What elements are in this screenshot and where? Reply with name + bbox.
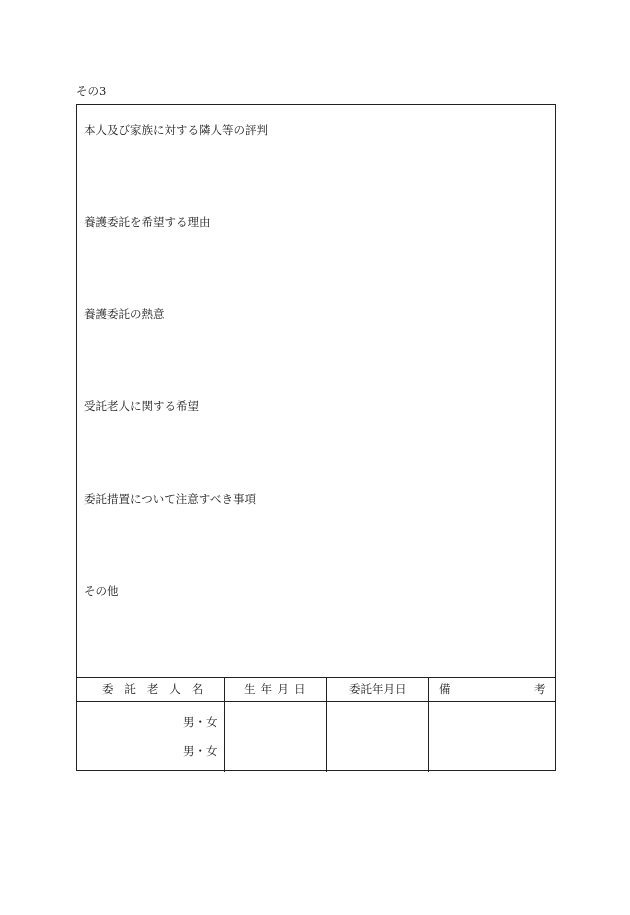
entrusted-elderly-table (76, 677, 556, 772)
row-1-sex: 男・女 (183, 715, 218, 729)
header-entrusted-date: 委託年月日 (349, 682, 407, 696)
row-2-sex: 男・女 (183, 744, 218, 758)
section-elderly-preference: 受託老人に関する希望 (84, 399, 199, 413)
section-enthusiasm: 養護委託の熱意 (84, 307, 165, 321)
page-label: その3 (76, 84, 107, 98)
header-birth-date: 生年月日 (244, 682, 311, 696)
header-name: 委託老人名 (102, 682, 215, 696)
column-divider-2 (326, 677, 327, 772)
column-divider-3 (428, 677, 429, 772)
form-box (76, 104, 556, 771)
column-divider-1 (224, 677, 225, 772)
section-other: その他 (84, 584, 119, 598)
header-remarks-left: 備 (439, 682, 451, 696)
section-neighbors-reputation: 本人及び家族に対する隣人等の評判 (84, 123, 268, 137)
header-remarks-right: 考 (534, 682, 546, 696)
header-divider-line (76, 701, 556, 702)
section-reason-for-request: 養護委託を希望する理由 (84, 215, 211, 229)
table-top-line (76, 677, 556, 678)
section-notes: 委託措置について注意すべき事項 (84, 492, 257, 506)
